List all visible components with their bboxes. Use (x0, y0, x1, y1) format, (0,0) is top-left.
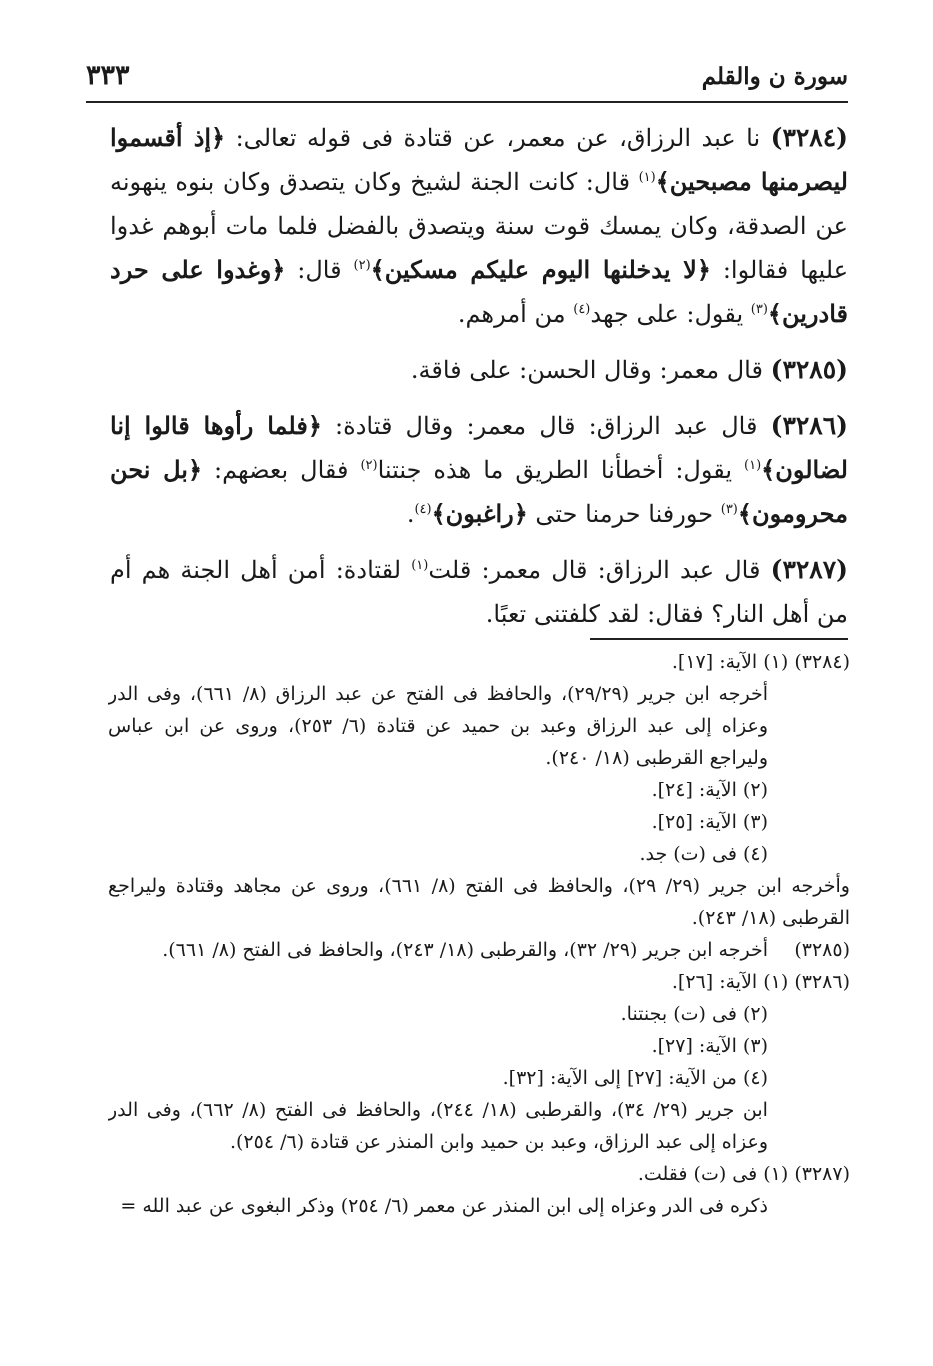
footnote-3286-n4: (٤) من الآية: [٢٧] إلى الآية: [٣٢]. (502, 1067, 768, 1089)
page-number: ٣٣٣ (86, 60, 130, 91)
hadith-number: (٣٢٨٥) (770, 355, 848, 384)
footnote-3285-label: (٣٢٨٥) (794, 939, 850, 961)
quran-verse: ﴿راغبون﴾ (431, 499, 528, 528)
footnote-3287-text: ذكره فى الدر وعزاه إلى ابن المنذر عن معمر (٦/ ٢٥٤) وذكر البغوى عن عبد الله = (120, 1195, 768, 1217)
paragraph-3287 (110, 548, 848, 636)
text-run: يقول: على جهد (590, 300, 751, 328)
hadith-number: (٣٢٨٧) (770, 555, 848, 584)
text-run: من أمرهم. (457, 300, 574, 328)
footnote-3284-text: أخرجه ابن جرير (٢٩/٢٩)، والحافظ فى الفتح عن عبد الرزاق (٨/ ٦٦١)، وفى الدر وعزاه إلى عبد الرزاق وعبد بن حميد عن قتادة (٦/ ٢٥٣)، وروى عن ابن عباس وليراجع القرطبى (١٨/ ٢٤٠). (108, 683, 768, 769)
footnote-ref: (١) (638, 170, 656, 185)
text-run: نا عبد الرزاق، عن معمر، عن قتادة فى قوله تعالى: (225, 124, 771, 152)
text-run: حورفنا حرمنا حتى (527, 500, 721, 528)
text-run: قال عبد الرزاق: قال معمر: قلت (428, 556, 771, 584)
footnote-3285 (108, 934, 850, 966)
text-run: لقتادة: أمن أهل الجنة هم أم من أهل النار؟ فقال: لقد كلفتنى تعبًا. (110, 556, 848, 628)
footnote-ref: (٤) (414, 502, 432, 517)
footnote-3284-n2: (٢) الآية: [٢٤]. (651, 779, 768, 801)
paragraph-3286 (110, 404, 848, 536)
text-run: قال: كانت الجنة لشيخ وكان يتصدق وكان بنوه ينهونه عن الصدقة، وكان يمسك قوت سنة ويتصدق بالفضل فلما مات أبوهم غدوا عليها فقالوا: (110, 168, 849, 284)
paragraph-3285 (110, 348, 848, 392)
quran-verse: ﴿إذ أقسموا ليصرمنها مصبحين﴾ (110, 123, 848, 196)
footnotes (108, 646, 850, 1222)
hadith-number: (٣٢٨٦) (770, 411, 849, 440)
quran-verse: ﴿بل نحن محرومون﴾ (110, 455, 848, 528)
footnote-3286-head: (٣٢٨٦) (١) الآية: [٢٦]. (671, 971, 850, 993)
hadith-number: (٣٢٨٤) (770, 123, 849, 152)
footnote-ref: (٤) (573, 302, 591, 317)
paragraph-3284 (110, 116, 848, 336)
text-run: قال معمر: وقال الحسن: على فاقة. (410, 356, 771, 384)
footnote-ref: (١) (744, 458, 762, 473)
text-run: . (406, 500, 415, 528)
footnote-3286-n2: (٢) فى (ت) بجنتنا. (620, 1003, 768, 1025)
footnote-3286-text: ابن جرير (٢٩/ ٣٤)، والقرطبى (١٨/ ٢٤٤)، والحافظ فى الفتح (٨/ ٦٦٢)، وفى الدر وعزاه إلى عبد الرزاق، وعبد بن حميد وابن المنذر عن قتادة (٦/ ٢٥٤). (108, 1099, 768, 1153)
text-run: فقال بعضهم: (202, 456, 361, 484)
footnote-3284-n4: (٤) فى (ت) جد. (639, 843, 768, 865)
text-run: قال: (285, 256, 354, 284)
footnote-ref: (١) (411, 558, 429, 573)
text-run: يقول: أخطأنا الطريق ما هذه جنتنا (377, 456, 745, 484)
footnote-ref: (٣) (750, 302, 768, 317)
footnote-3286-n3: (٣) الآية: [٢٧]. (651, 1035, 768, 1057)
footnote-3284-head: (٣٢٨٤) (١) الآية: [١٧]. (671, 651, 850, 673)
quran-verse: ﴿فلما رأوها قالوا إنا لضالون﴾ (110, 411, 848, 484)
footnote-ref: (٢) (353, 258, 371, 273)
page-header (86, 55, 848, 103)
main-text (110, 116, 848, 648)
footnote-ref: (٣) (720, 502, 738, 517)
footnote-ref: (٢) (360, 458, 378, 473)
footnote-3285-text: أخرجه ابن جرير (٢٩/ ٣٢)، والقرطبى (١٨/ ٢٤٣)، والحافظ فى الفتح (٨/ ٦٦١). (162, 939, 768, 961)
footnote-3284-n3: (٣) الآية: [٢٥]. (651, 811, 768, 833)
footnote-3287-head: (٣٢٨٧) (١) فى (ت) فقلت. (637, 1163, 850, 1185)
footnote-3284-text2: وأخرجه ابن جرير (٢٩/ ٢٩)، والحافظ فى الفتح (٨/ ٦٦١)، وروى عن مجاهد وقتادة وليراجع القرطبى (١٨/ ٢٤٣). (108, 875, 850, 929)
quran-verse: ﴿وغدوا على حرد قادرين﴾ (110, 255, 848, 328)
quran-verse: ﴿لا يدخلنها اليوم عليكم مسكين﴾ (370, 255, 711, 284)
surah-title: سورة ن والقلم (701, 63, 848, 90)
text-run: قال عبد الرزاق: قال معمر: وقال قتادة: (321, 412, 771, 440)
footnote-separator (590, 638, 848, 640)
